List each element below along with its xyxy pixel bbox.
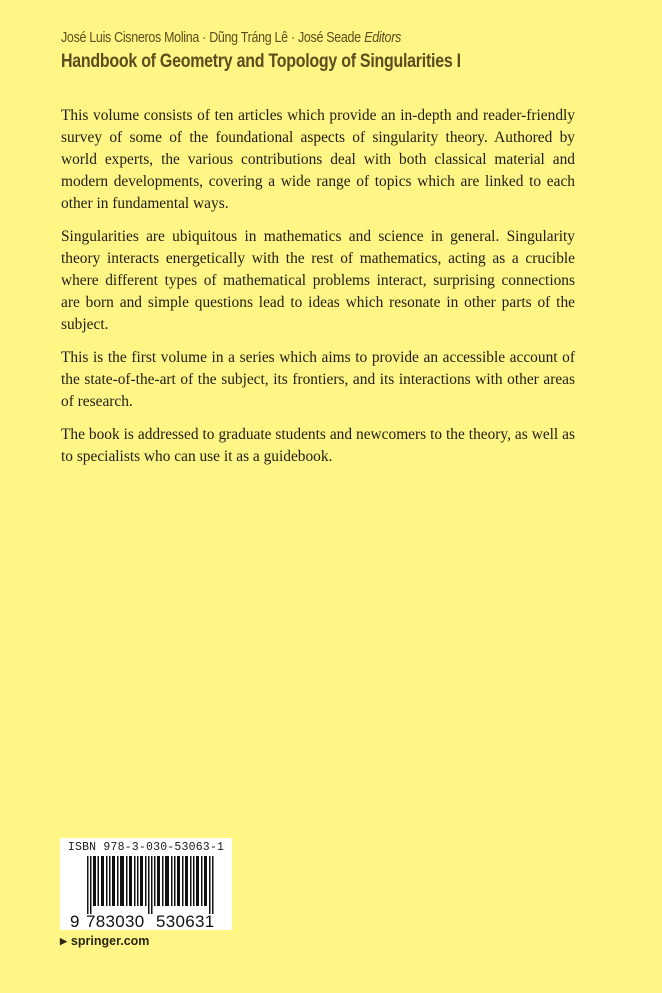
- blurb-paragraph: The book is addressed to graduate students and newcomers to the theory, as well as to specialists who can use it as a guidebook.: [61, 426, 575, 465]
- barcode-digits-left: 783030: [86, 912, 145, 931]
- blurb: [61, 105, 575, 479]
- editors-line: [61, 30, 401, 46]
- play-arrow-icon: ▶: [60, 935, 67, 946]
- publisher-link[interactable]: [60, 934, 149, 948]
- barcode-digits-right: 530631: [156, 912, 215, 931]
- publisher-url[interactable]: springer.com: [70, 934, 150, 948]
- book-title: Handbook of Geometry and Topology of Singularities I: [61, 51, 461, 72]
- blurb-paragraph: This volume consists of ten articles which provide an in-depth and reader-friendly survey of some of the foundational aspects of singularity theory. Authored by world experts, the various contributions deal with both classical material and modern developments, covering a wide range of topics which are linked to each other in fundamental ways.: [61, 107, 575, 212]
- editors-role: Editors: [364, 30, 401, 46]
- isbn-label: ISBN 978-3-030-53063-1: [67, 841, 225, 854]
- barcode-digits: [70, 912, 215, 932]
- barcode-digit-prefix: 9: [70, 912, 80, 931]
- blurb-paragraph: This is the first volume in a series which aims to provide an accessible account of the state-of-the-art of the subject, its frontiers, and its interactions with other areas of research.: [61, 349, 575, 410]
- isbn-barcode-block: [60, 838, 232, 930]
- barcode-icon: [87, 856, 215, 914]
- blurb-paragraph: Singularities are ubiquitous in mathematics and science in general. Singularity theory interacts energetically with the rest of mathematics, acting as a crucible where different types of mathematical problems interact, surprising connections are born and simple questions lead to ideas which resonate in other parts of the subject.: [61, 228, 575, 333]
- editor-names: José Luis Cisneros Molina · Dũng Tráng Lê · José Seade: [61, 30, 361, 46]
